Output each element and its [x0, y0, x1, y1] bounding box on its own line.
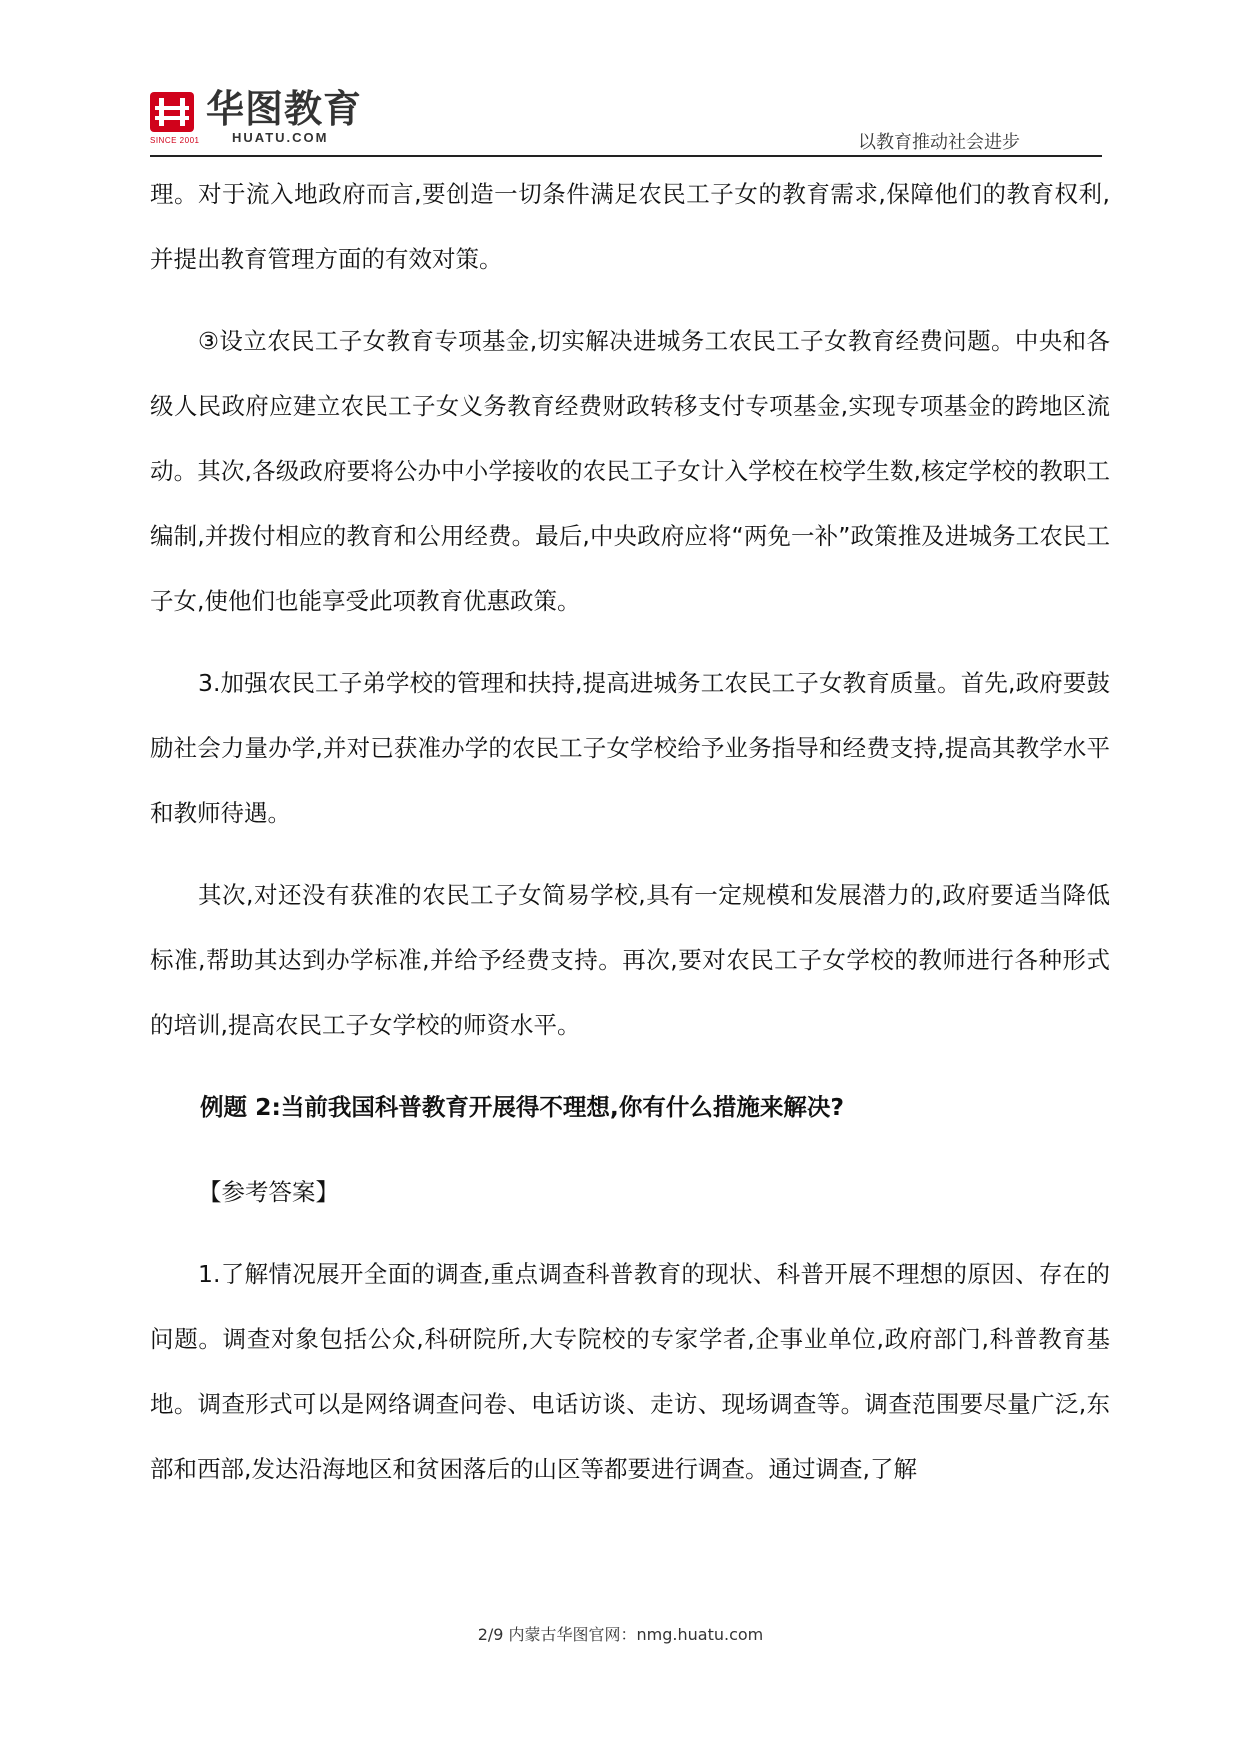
huatu-logo-icon — [150, 92, 194, 132]
paragraph-4: 其次,对还没有获准的农民工子女简易学校,具有一定规模和发展潜力的,政府要适当降低标准,帮助其达到办学标准,并给予经费支持。再次,要对农民工子女学校的教师进行各种形式的培训,提高农民工子女学校的师资水平。 — [150, 881, 1110, 1039]
header-slogan: 以教育推动社会进步 — [858, 132, 1020, 153]
answer-heading: 【参考答案】 — [198, 1178, 339, 1206]
paragraph-5: 1.了解情况展开全面的调查,重点调查科普教育的现状、科普开展不理想的原因、存在的问题。调查对象包括公众,科研院所,大专院校的专家学者,企事业单位,政府部门,科普教育基地。调查形式可以是网络调查问卷、电话访谈、走访、现场调查等。调查范围要尽量广泛,东部和西部,发达沿海地区和贫困落后的山区等都要进行调查。通过调查,了解 — [150, 1260, 1110, 1483]
page-header — [150, 88, 1102, 160]
logo-since-text: SINCE 2001 — [150, 136, 200, 145]
paragraph-2: ③设立农民工子女教育专项基金,切实解决进城务工农民工子女教育经费问题。中央和各级人民政府应建立农民工子女义务教育经费财政转移支付专项基金,实现专项基金的跨地区流动。其次,各级政府要将公办中小学接收的农民工子女计入学校在校学生数,核定学校的教职工编制,并拨付相应的教育和公用经费。最后,中央政府应将“两免一补”政策推及进城务工农民工子女,使他们也能享受此项教育优惠政策。 — [150, 327, 1110, 615]
example-question: 例题 2:当前我国科普教育开展得不理想,你有什么措施来解决? — [200, 1093, 844, 1121]
paragraph-1: 理。对于流入地政府而言,要创造一切条件满足农民工子女的教育需求,保障他们的教育权利,并提出教育管理方面的有效对策。 — [150, 180, 1110, 273]
logo-english-name: HUATU.COM — [232, 130, 329, 145]
document-body — [150, 162, 1110, 1519]
header-divider — [150, 155, 1102, 157]
huatu-logo — [150, 88, 410, 148]
page-footer: 2/9 内蒙古华图官网：nmg.huatu.com — [477, 1625, 764, 1644]
logo-chinese-name: 华图教育 — [206, 87, 363, 131]
paragraph-3: 3.加强农民工子弟学校的管理和扶持,提高进城务工农民工子女教育质量。首先,政府要鼓励社会力量办学,并对已获准办学的农民工子女学校给予业务指导和经费支持,提高其教学水平和教师待遇。 — [150, 669, 1110, 827]
